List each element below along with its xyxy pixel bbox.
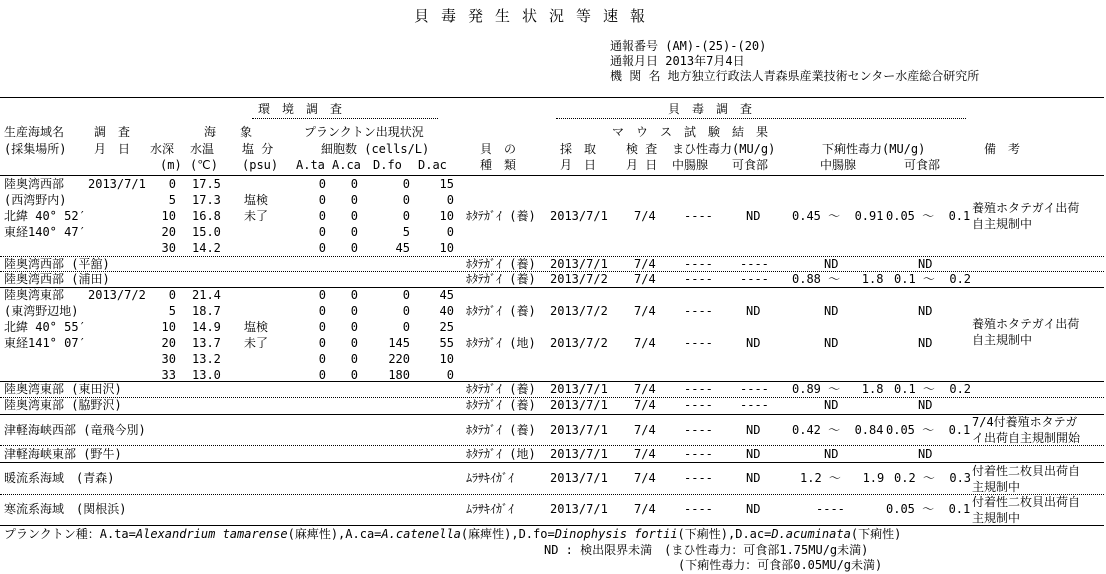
rule-top: [0, 97, 1104, 98]
footer-dfo-name: Dinophysis fortii: [554, 527, 678, 541]
rule-header-bottom: [0, 175, 1104, 176]
row-noushi-geri-edible: ND: [918, 447, 933, 461]
header-chosa-2: 月 日: [94, 142, 131, 156]
row-hiranai-test: 7/4: [634, 257, 656, 271]
header-saiho-2: 月 日: [560, 158, 597, 172]
g2-depth: 5: [168, 304, 176, 318]
g2-r2-geri-edible: ND: [918, 336, 933, 350]
footer-dac-kind: (下痢性): [850, 527, 902, 541]
row-urata-mahi-mid: ----: [684, 272, 713, 286]
g1-temp: 17.3: [192, 193, 221, 207]
row-higashida-geri-edible: 0.1 ～ 0.2: [894, 382, 972, 396]
row-tappi-area: 津軽海峡西部 (竜飛今別): [4, 423, 146, 437]
g1-dac: 10: [439, 209, 454, 223]
g1-aca: 0: [350, 225, 358, 239]
g2-aca: 0: [350, 304, 358, 318]
g2-r1-shell: ﾎﾀﾃｶﾞｲ (養): [466, 304, 536, 318]
header-saiho-1: 採 取: [560, 142, 597, 156]
rule-section: [0, 462, 1104, 463]
header-mausu: マ ウ ス 試 験 結 果: [612, 125, 769, 139]
header-pl-dfo: D.fo: [373, 158, 402, 172]
footer-geri-note: (下痢性毒力：可食部0.05MU/g未満): [678, 558, 883, 572]
g2-sal-2: 未了: [244, 336, 269, 350]
page-title: 貝毒発生状況等速報: [414, 7, 658, 25]
header-mahi-mid: 中腸腺: [672, 158, 709, 172]
rule-kaidoku-sub: [556, 118, 966, 119]
row-wakinosawa-mahi-mid: ----: [684, 398, 713, 412]
row-noushi-mahi-mid: ----: [684, 447, 713, 461]
g1-ata: 0: [318, 241, 326, 255]
row-noushi-mahi-edible: ND: [746, 447, 761, 461]
row-sekine-note-1: 付着性二枚貝出荷自: [972, 495, 1081, 509]
footer-aca-kind: (麻痺性),D.fo=: [460, 527, 555, 541]
g2-aca: 0: [350, 336, 358, 350]
g2-depth: 33: [161, 368, 176, 382]
header-chosa-1: 調 査: [94, 125, 131, 139]
row-tappi-geri-mid: 0.42 ～ 0.84: [792, 423, 884, 437]
row-tappi-test: 7/4: [634, 423, 656, 437]
g2-dfo: 220: [388, 352, 410, 366]
g1-dfo: 0: [402, 193, 410, 207]
rule-env-sub: [252, 118, 438, 119]
g1-test-date: 7/4: [634, 209, 656, 223]
rule-row: [0, 494, 1104, 495]
row-aomori-shell: ﾑﾗｻｷｲｶﾞｲ: [466, 471, 515, 485]
footer-species-line: [4, 528, 901, 540]
header-depth-1: 水深: [150, 142, 175, 156]
g2-depth: 0: [168, 288, 176, 302]
header-depth-2: (m): [160, 158, 182, 172]
row-sekine-test: 7/4: [634, 502, 656, 516]
g2-ata: 0: [318, 368, 326, 382]
header-pl-aca: A.ca: [332, 158, 361, 172]
g1-depth: 10: [161, 209, 176, 223]
row-sekine-area: 寒流系海域 (関根浜): [4, 502, 127, 516]
g1-ata: 0: [318, 225, 326, 239]
g1-dfo: 0: [402, 209, 410, 223]
row-aomori-test: 7/4: [634, 471, 656, 485]
g1-aca: 0: [350, 241, 358, 255]
rule-bottom: [0, 525, 1104, 526]
row-wakinosawa-geri-edible: ND: [918, 398, 933, 412]
g1-depth: 5: [168, 193, 176, 207]
g1-note-2: 自主規制中: [972, 217, 1033, 231]
g1-sal-1: 塩検: [244, 193, 269, 207]
row-noushi-shell: ﾎﾀﾃｶﾞｲ (地): [466, 447, 536, 461]
footer-ata-kind: (麻痺性),A.ca=: [287, 527, 382, 541]
header-geri-mid: 中腸腺: [820, 158, 857, 172]
row-aomori-sample: 2013/7/1: [550, 471, 608, 485]
row-tappi-mahi-mid: ----: [684, 423, 713, 437]
row-tappi-shell: ﾎﾀﾃｶﾞｲ (養): [466, 423, 536, 437]
row-aomori-geri-edible: 0.2 ～ 0.3: [894, 471, 972, 485]
g1-dfo: 45: [395, 241, 410, 255]
header-area-1: 生産海域名: [4, 125, 65, 139]
row-wakinosawa-mahi-edible: ----: [740, 398, 769, 412]
g1-dfo: 5: [402, 225, 410, 239]
row-sekine-geri-edible: 0.05 ～ 0.1: [886, 502, 971, 516]
header-kensa-2: 月 日: [626, 158, 658, 172]
row-aomori-note-1: 付着性二枚貝出荷自: [972, 464, 1081, 478]
row-urata-mahi-edible: ----: [740, 272, 769, 286]
g2-ata: 0: [318, 336, 326, 350]
g2-note-2: 自主規制中: [972, 333, 1033, 347]
row-wakinosawa-geri-mid: ND: [824, 398, 839, 412]
g2-dfo: 145: [388, 336, 410, 350]
row-noushi-geri-mid: ND: [824, 447, 839, 461]
g2-area-3: 北緯 40° 55′: [4, 320, 86, 334]
g2-dac: 25: [439, 320, 454, 334]
header-wt-2: (℃): [190, 158, 218, 172]
g2-temp: 13.7: [192, 336, 221, 350]
g1-depth: 30: [161, 241, 176, 255]
report-date: 通報月日 2013年7月4日: [610, 54, 745, 68]
g2-r1-geri-edible: ND: [918, 304, 933, 318]
g1-temp: 14.2: [192, 241, 221, 255]
g2-r2-mahi-mid: ----: [684, 336, 713, 350]
header-wt-1: 水温: [190, 142, 215, 156]
g2-dac: 55: [439, 336, 454, 350]
header-pl-ata: A.ta: [296, 158, 325, 172]
report-organization: 機 関 名 地方独立行政法人青森県産業技術センター水産総合研究所: [610, 69, 980, 83]
g1-sal-2: 未了: [244, 209, 269, 223]
g2-temp: 13.2: [192, 352, 221, 366]
g1-sample-date: 2013/7/1: [550, 209, 608, 223]
g1-dac: 0: [446, 225, 454, 239]
g1-depth: 20: [161, 225, 176, 239]
header-geri-edible: 可食部: [904, 158, 941, 172]
row-noushi-area: 津軽海峡東部 (野牛): [4, 447, 122, 461]
g2-r2-shell: ﾎﾀﾃｶﾞｲ (地): [466, 336, 536, 350]
rule-section: [0, 287, 1104, 288]
header-sal-2: (psu): [242, 158, 279, 172]
row-urata-geri-edible: 0.1 ～ 0.2: [894, 272, 972, 286]
g2-dfo: 0: [402, 320, 410, 334]
row-urata-area: 陸奥湾西部 (浦田): [4, 272, 110, 286]
g2-note-1: 養殖ホタテガイ出荷: [972, 317, 1080, 331]
row-urata-test: 7/4: [634, 272, 656, 286]
header-geri: 下痢性毒力(MU/g): [822, 142, 926, 156]
g2-temp: 18.7: [192, 304, 221, 318]
row-sekine-sample: 2013/7/1: [550, 502, 608, 516]
g1-aca: 0: [350, 209, 358, 223]
g1-depth: 0: [168, 177, 176, 191]
g2-r1-mahi-mid: ----: [684, 304, 713, 318]
header-env: 環 境 調 査: [258, 102, 343, 116]
g2-dac: 0: [446, 368, 454, 382]
footer-prefix: プランクトン種：A.ta=: [4, 527, 136, 541]
row-hiranai-area: 陸奥湾西部 (平舘): [4, 257, 110, 271]
g2-ata: 0: [318, 320, 326, 334]
g2-area-1: 陸奥湾東部: [4, 288, 65, 302]
g1-dac: 10: [439, 241, 454, 255]
row-higashida-mahi-mid: ----: [684, 382, 713, 396]
row-tappi-geri-edible: 0.05 ～ 0.1: [886, 423, 971, 437]
header-sal-1: 塩 分: [242, 142, 274, 156]
g2-dac: 45: [439, 288, 454, 302]
g1-ata: 0: [318, 193, 326, 207]
row-hiranai-geri-edible: ND: [918, 257, 933, 271]
row-higashida-test: 7/4: [634, 382, 656, 396]
g1-geri-edible: 0.05 ～ 0.1: [886, 209, 971, 223]
g1-area-4: 東経140° 47′: [4, 225, 86, 239]
row-wakinosawa-area: 陸奥湾東部 (脇野沢): [4, 398, 122, 412]
g1-date: 2013/7/1: [88, 177, 146, 191]
g1-area-2: (西湾野内): [4, 193, 67, 207]
g2-depth: 30: [161, 352, 176, 366]
g1-note-1: 養殖ホタテガイ出荷: [972, 201, 1080, 215]
g2-aca: 0: [350, 288, 358, 302]
header-area-2: (採集場所): [4, 142, 67, 156]
g2-depth: 10: [161, 320, 176, 334]
footer-ata-name: Alexandrium tamarense: [135, 527, 288, 541]
g2-dfo: 0: [402, 288, 410, 302]
g2-temp: 14.9: [192, 320, 221, 334]
g2-r2-mahi-edible: ND: [746, 336, 761, 350]
g2-temp: 21.4: [192, 288, 221, 302]
g2-r2-sample: 2013/7/2: [550, 336, 608, 350]
g1-ata: 0: [318, 209, 326, 223]
row-sekine-note-2: 主規制中: [972, 511, 1021, 525]
rule-row: [0, 445, 1104, 446]
g2-aca: 0: [350, 368, 358, 382]
g1-geri-mid: 0.45 ～ 0.91: [792, 209, 884, 223]
row-tappi-sample: 2013/7/1: [550, 423, 608, 437]
g1-dac: 15: [439, 177, 454, 191]
row-hiranai-shell: ﾎﾀﾃｶﾞｲ (養): [466, 257, 536, 271]
row-noushi-test: 7/4: [634, 447, 656, 461]
g1-aca: 0: [350, 177, 358, 191]
footer-dfo-kind: (下痢性),D.ac=: [677, 527, 772, 541]
g2-r2-geri-mid: ND: [824, 336, 839, 350]
row-aomori-area: 暖流系海域 (青森): [4, 471, 115, 485]
g2-dac: 10: [439, 352, 454, 366]
g2-dfo: 0: [402, 304, 410, 318]
row-aomori-mahi-mid: ----: [684, 471, 713, 485]
row-aomori-mahi-edible: ND: [746, 471, 761, 485]
row-urata-sample: 2013/7/2: [550, 272, 608, 286]
rule-section: [0, 414, 1104, 415]
g2-dac: 40: [439, 304, 454, 318]
g2-r1-sample: 2013/7/2: [550, 304, 608, 318]
header-shell-1: 貝 の: [480, 142, 517, 156]
row-higashida-area: 陸奥湾東部 (東田沢): [4, 382, 122, 396]
g1-temp: 17.5: [192, 177, 221, 191]
row-hiranai-mahi-edible: ----: [740, 257, 769, 271]
row-tappi-mahi-edible: ND: [746, 423, 761, 437]
g1-ata: 0: [318, 177, 326, 191]
g2-area-4: 東経141° 07′: [4, 336, 86, 350]
row-urata-shell: ﾎﾀﾃｶﾞｲ (養): [466, 272, 536, 286]
g2-ata: 0: [318, 304, 326, 318]
row-hiranai-sample: 2013/7/1: [550, 257, 608, 271]
g2-dfo: 180: [388, 368, 410, 382]
header-biko: 備 考: [984, 142, 1021, 156]
footer-aca-name: A.catenella: [381, 527, 461, 541]
header-mahi-edible: 可食部: [732, 158, 769, 172]
footer-dac-name: D.acuminata: [771, 527, 851, 541]
row-tappi-note-1: 7/4付養殖ホタテガ: [972, 415, 1078, 429]
g2-ata: 0: [318, 352, 326, 366]
row-wakinosawa-test: 7/4: [634, 398, 656, 412]
g1-shell: ﾎﾀﾃｶﾞｲ (養): [466, 209, 536, 223]
header-pl-dac: D.ac: [418, 158, 447, 172]
g1-aca: 0: [350, 193, 358, 207]
row-tappi-note-2: イ出荷自主規制開始: [972, 431, 1081, 445]
g1-mahi-edible: ND: [746, 209, 761, 223]
row-noushi-sample: 2013/7/1: [550, 447, 608, 461]
row-hiranai-mahi-mid: ----: [684, 257, 713, 271]
g1-dac: 0: [446, 193, 454, 207]
g2-r1-geri-mid: ND: [824, 304, 839, 318]
footer-nd-note: ND : 検出限界未満 (まひ性毒力：可食部1.75MU/g未満): [544, 543, 869, 557]
row-sekine-geri-mid: ----: [816, 502, 845, 516]
g2-date: 2013/7/2: [88, 288, 146, 302]
report-number: 通報番号 (AM)-(25)-(20): [610, 39, 767, 53]
header-kensa-1: 検 査: [626, 142, 658, 156]
row-wakinosawa-shell: ﾎﾀﾃｶﾞｲ (養): [466, 398, 536, 412]
header-plankton: プランクトン出現状況: [304, 125, 424, 139]
row-aomori-note-2: 主規制中: [972, 480, 1021, 494]
row-sekine-shell: ﾑﾗｻｷｲｶﾞｲ: [466, 502, 515, 516]
row-higashida-mahi-edible: ----: [740, 382, 769, 396]
g2-r1-test: 7/4: [634, 304, 656, 318]
g1-area-1: 陸奥湾西部: [4, 177, 65, 191]
header-mahi: まひ性毒力(MU/g): [672, 142, 776, 156]
row-hiranai-geri-mid: ND: [824, 257, 839, 271]
row-sekine-mahi-edible: ND: [746, 502, 761, 516]
g2-temp: 13.0: [192, 368, 221, 382]
g2-aca: 0: [350, 352, 358, 366]
row-higashida-geri-mid: 0.89 ～ 1.8: [792, 382, 884, 396]
g2-area-2: (東湾野辺地): [4, 304, 79, 318]
row-urata-geri-mid: 0.88 ～ 1.8: [792, 272, 884, 286]
row-aomori-geri-mid: 1.2 ～ 1.9: [800, 471, 885, 485]
g1-area-3: 北緯 40° 52′: [4, 209, 86, 223]
row-higashida-shell: ﾎﾀﾃｶﾞｲ (養): [466, 382, 536, 396]
g1-dfo: 0: [402, 177, 410, 191]
row-sekine-mahi-mid: ----: [684, 502, 713, 516]
g1-temp: 16.8: [192, 209, 221, 223]
header-shell-2: 種 類: [480, 158, 517, 172]
g2-ata: 0: [318, 288, 326, 302]
header-kaidoku: 貝 毒 調 査: [668, 102, 753, 116]
row-wakinosawa-sample: 2013/7/1: [550, 398, 608, 412]
header-kaisho: 海 象: [204, 125, 253, 139]
header-cells: 細胞数 (cells/L): [321, 142, 430, 156]
g2-aca: 0: [350, 320, 358, 334]
g2-r1-mahi-edible: ND: [746, 304, 761, 318]
g2-sal-1: 塩検: [244, 320, 269, 334]
g2-r2-test: 7/4: [634, 336, 656, 350]
g1-temp: 15.0: [192, 225, 221, 239]
row-higashida-sample: 2013/7/1: [550, 382, 608, 396]
g2-depth: 20: [161, 336, 176, 350]
g1-mahi-mid: ----: [684, 209, 713, 223]
